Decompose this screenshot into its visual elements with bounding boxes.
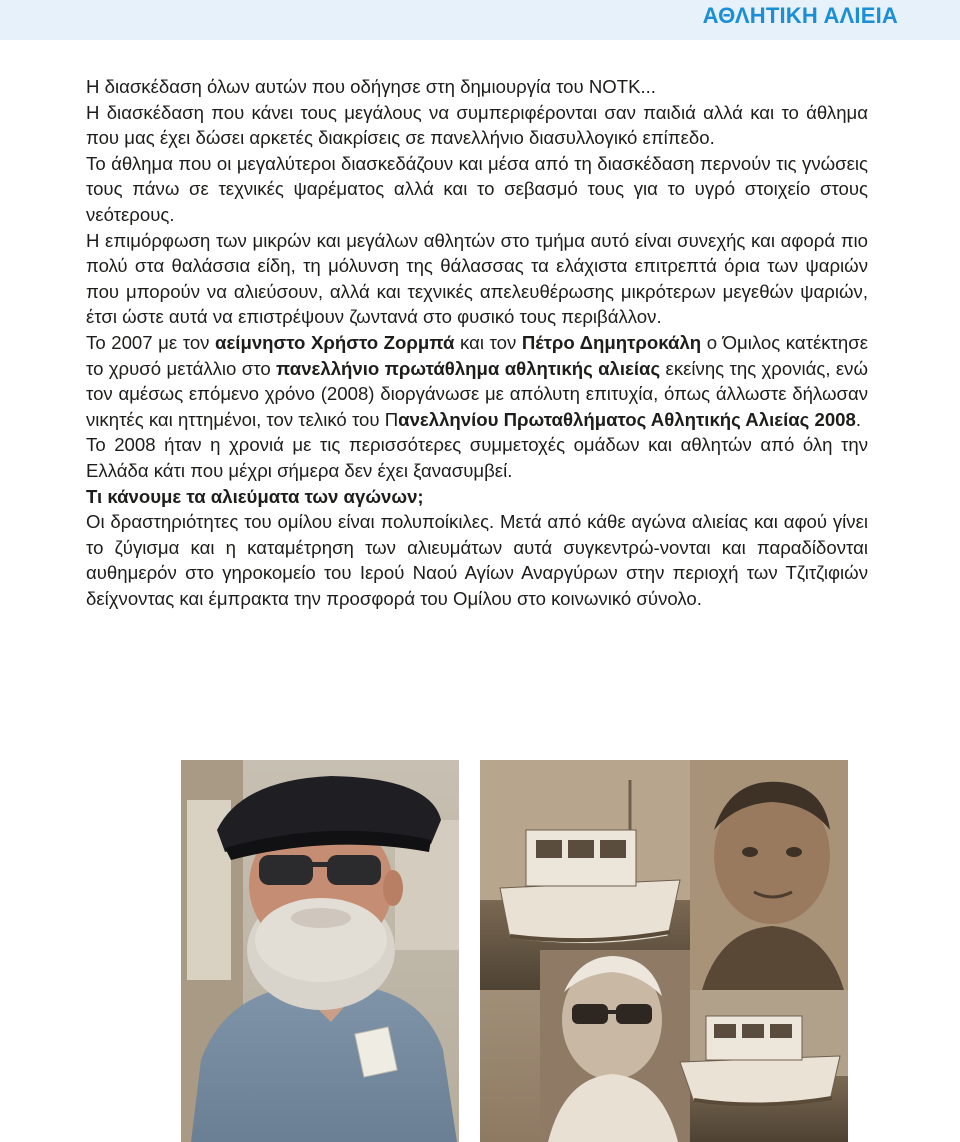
- paragraph-fun: Η διασκέδαση που κάνει τους μεγάλους να συμπεριφέρονται σαν παιδιά αλλά και το άθλημα που μας έχει δώσει αρκετές διακρίσεις σε πανελλήνιο διασυλλογικό επίπεδο.: [86, 101, 868, 149]
- paragraph-intro: Η διασκέδαση όλων αυτών που οδήγησε στη δημιουργία του ΝΟΤΚ...: [86, 76, 656, 97]
- paragraph-participation: Το 2008 ήταν η χρονιά με τις περισσότερες συμμετοχές ομάδων και αθλητών από όλη την Ελλάδα κάτι που μέχρι σήμερα δεν έχει ξανασυμβεί.: [86, 434, 868, 481]
- article-body: [86, 74, 868, 611]
- text-fragment: .: [855, 408, 862, 430]
- text-fragment: Το 2007 με τον: [86, 331, 216, 353]
- paragraph-knowledge: Το άθλημα που οι μεγαλύτεροι διασκεδάζουν και μέσα από τη διασκέδαση περνούν τις γνώσεις τους πάνω σε τεχνικές ψαρέματος αλλά και το σεβασμό τους για το υγρό στοιχείο στους νεότερους.: [86, 152, 868, 225]
- text-fragment: ο Όμιλος κατέκτησε το χρυσό μετάλλιο στο: [86, 331, 868, 379]
- text-fragment: εκείνης της χρονιάς, ενώ τον αμέσως επόμενο χρόνο (2008) διοργάνωσε με απόλυτη επιτυχία, όπως άλλωστε δήλωσαν νικητές και ηττημένοι, τον τελικό του Π: [86, 357, 868, 430]
- highlight-name-zormpas: αείμνηστο Χρήστο Ζορμπά: [215, 331, 455, 353]
- paragraph-training: Η επιμόρφωση των μικρών και μεγάλων αθλητών στο τμήμα αυτό είναι συνεχής και αφορά πιο πολύ στα θαλάσσια είδη, τη μόλυνση της θάλασσας τα ελάχιστα επιτρεπτά όρια των ψαριών που μπορούν να αλιεύσουν, αλλά και τεχνικές απελευθέρωσης μικρότερων μεγεθών ψαριών, έτσι ώστε αυτά να επιστρέψουν ζωντανά στο φυσικό τους περιβάλλον.: [86, 229, 868, 328]
- highlight-final-2008: ανελληνίου Πρωταθλήματος Αθλητικής Αλιείας 2008: [398, 408, 856, 430]
- photo-man-in-cap: [181, 760, 459, 1142]
- highlight-championship: πανελλήνιο πρωτάθλημα αθλητικής αλιείας: [276, 357, 661, 379]
- text-fragment: και τον: [454, 331, 522, 353]
- section-heading-catches: [86, 484, 868, 510]
- paragraph-activities: Οι δραστηριότητες του ομίλου είναι πολυποίκιλες. Μετά από κάθε αγώνα αλιείας και αφού γίνει το ζύγισμα και η καταμέτρηση των αλιευμάτων αυτά συγκεντρώ-νονται και παραδίδονται αυθημερόν στο γηροκομείο του Ιερού Ναού Αγίων Αναργύρων στην περιοχή των Τζιτζιφιών δείχνοντας και έμπρακτα την προσφορά του Ομίλου στο κοινωνικό σύνολο.: [86, 511, 868, 609]
- highlight-name-dimitrokalis: Πέτρο Δημητροκάλη: [521, 331, 702, 353]
- page-title: ΑΘΛΗΤΙΚΗ ΑΛΙΕΙΑ: [702, 3, 898, 28]
- photo-sepia-collage: [480, 760, 848, 1142]
- paragraph-championship: [86, 330, 868, 432]
- heading-text: Τι κάνουμε τα αλιεύματα των αγώνων;: [86, 485, 424, 507]
